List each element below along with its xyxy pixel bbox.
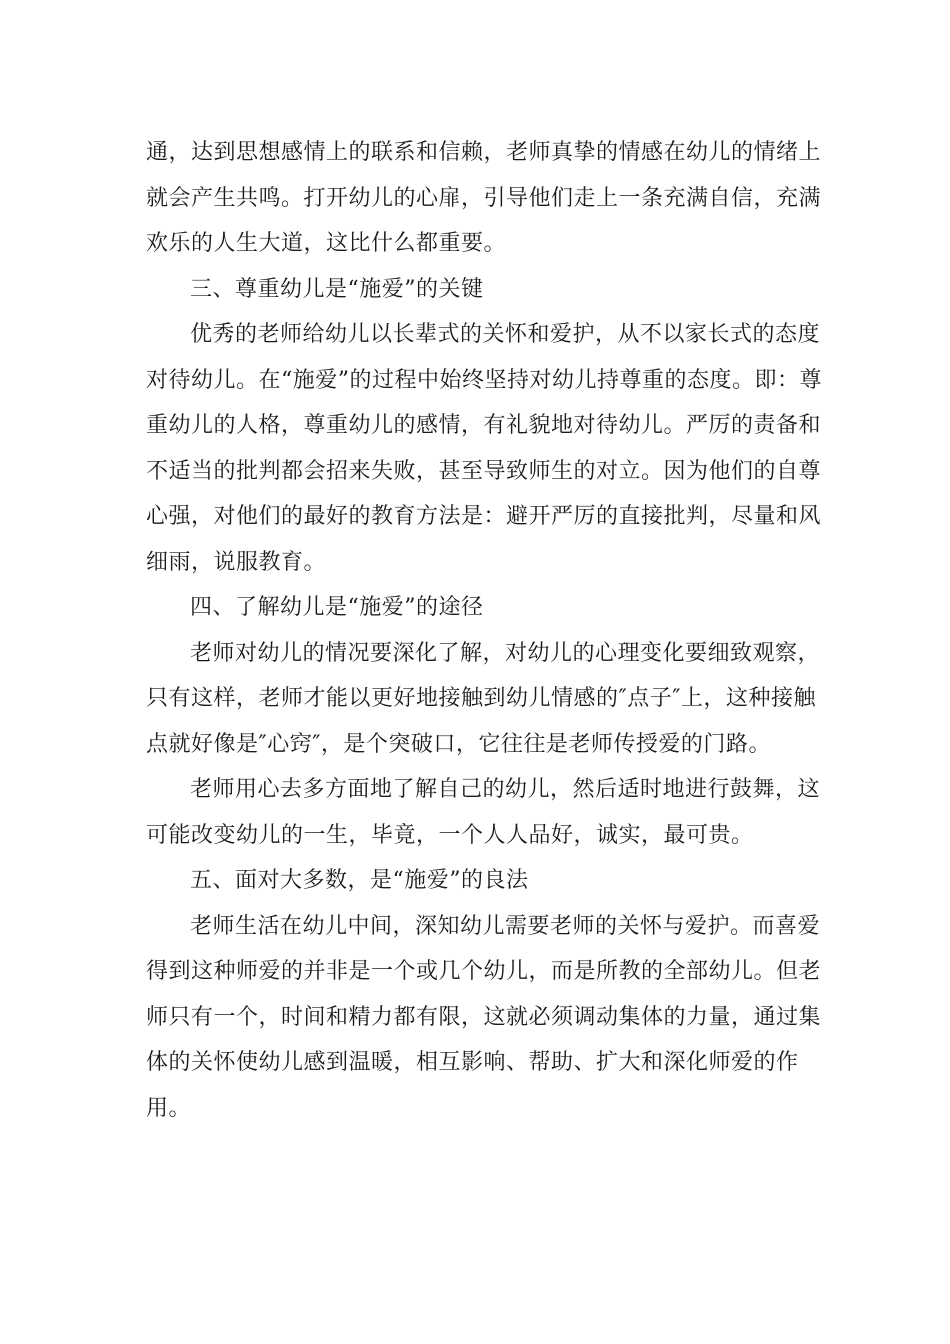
body-paragraph: 老师生活在幼儿中间，深知幼儿需要老师的关怀与爱护。而喜爱得到这种师爱的并非是一个或几个幼儿，而是所教的全部幼儿。但老师只有一个，时间和精力都有限，这就必须调动集体的力量，通过集体的关怀使幼儿感到温暖，相互影响、帮助、扩大和深化师爱的作用。	[146, 913, 822, 1121]
body-paragraph: 老师用心去多方面地了解自己的幼儿，然后适时地进行鼓舞，这可能改变幼儿的一生，毕竟，一个人人品好，诚实，最可贵。	[146, 777, 821, 848]
document-body	[146, 130, 836, 1131]
section-heading-three: 三、尊重幼儿是“施爱”的关键	[190, 276, 484, 302]
body-paragraph: 优秀的老师给幼儿以长辈式的关怀和爱护，从不以家长式的态度对待幼儿。在“施爱”的过程中始终坚持对幼儿持尊重的态度。即：尊重幼儿的人格，尊重幼儿的感情，有礼貌地对待幼儿。严厉的责备和不适当的批判都会招来失败，甚至导致师生的对立。因为他们的自尊心强，对他们的最好的教育方法是：避开严厉的直接批判，尽量和风细雨，说服教育。	[146, 322, 822, 575]
continuation-paragraph: 通，达到思想感情上的联系和信赖，老师真挚的情感在幼儿的情绪上就会产生共鸣。打开幼儿的心扉，引导他们走上一条充满自信，充满欢乐的人生大道，这比什么都重要。	[146, 140, 822, 256]
section-heading-four: 四、了解幼儿是“施爱”的途径	[190, 595, 484, 620]
section-heading-five: 五、面对大多数，是“施爱”的良法	[190, 868, 529, 893]
body-paragraph: 老师对幼儿的情况要深化了解，对幼儿的心理变化要细致观察，只有这样，老师才能以更好地接触到幼儿情感的″点子″上，这种接触点就好像是″心窍″，是个突破口，它往往是老师传授爱的门路。	[146, 640, 821, 757]
